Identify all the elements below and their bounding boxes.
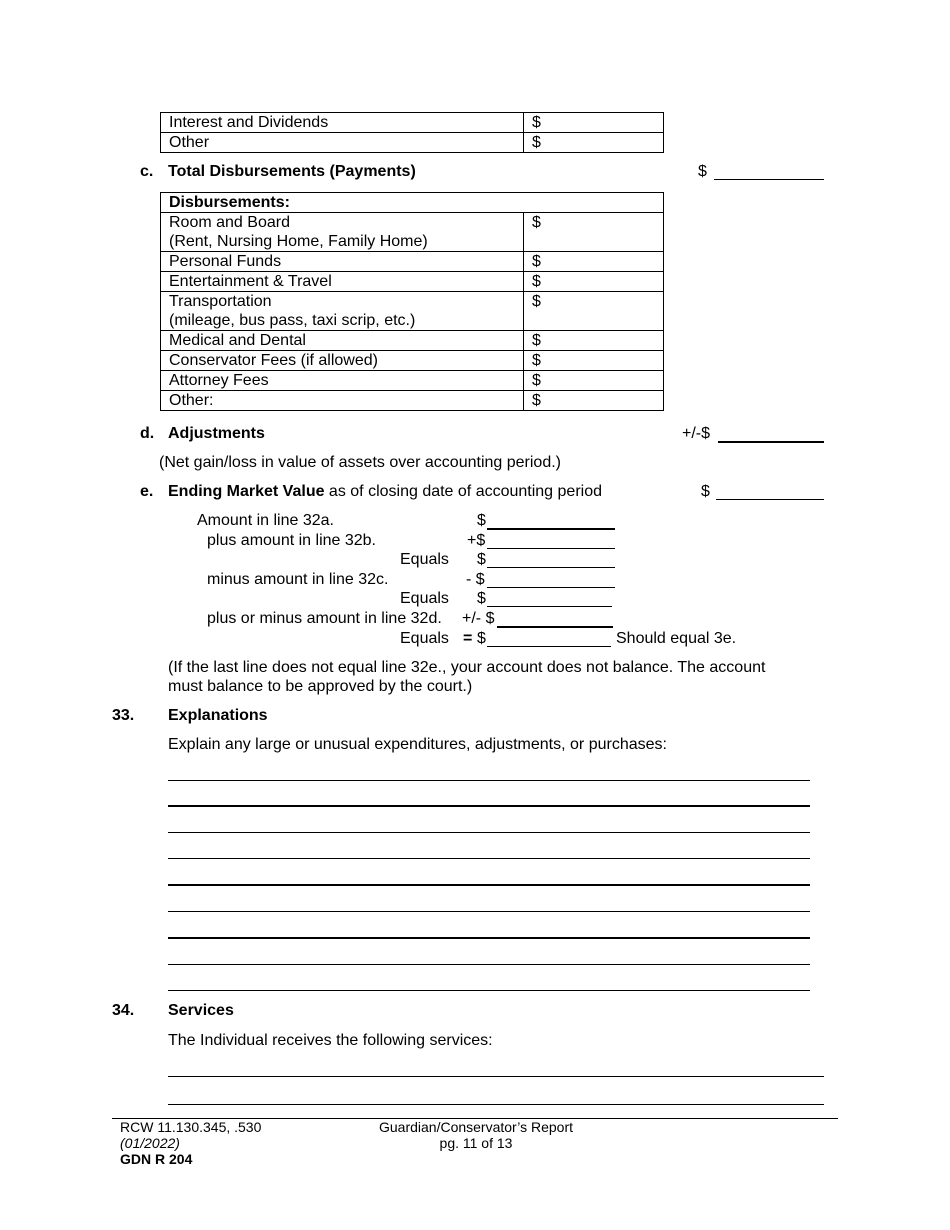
calc-subtotal-1-field[interactable] [487,567,615,568]
calc-line-32c-field[interactable] [487,587,615,588]
calc-equals-symbol: $ [477,590,486,607]
calc-final-field[interactable] [487,646,611,647]
calc-final-equals-sign: = [463,630,473,647]
row-label: Interest and Dividends [161,113,524,133]
services-line[interactable] [168,1076,824,1077]
section-34-prompt: The Individual receives the following services: [168,1032,493,1049]
row-label: Other [161,133,524,153]
row-label: Entertainment & Travel [161,272,524,292]
section-33-title: Explanations [168,707,268,724]
table-row [161,252,664,272]
row-label: Attorney Fees [161,371,524,391]
table-row [161,292,664,331]
section-c-title: Total Disbursements (Payments) [168,163,416,180]
section-e-currency: $ [701,483,710,500]
row-label-sub: (mileage, bus pass, taxi scrip, etc.) [169,312,416,329]
amount-field[interactable]: $ [524,391,664,411]
calc-line-32c-symbol: - $ [466,571,485,588]
amount-field[interactable]: $ [524,133,664,153]
row-label-sub: (Rent, Nursing Home, Family Home) [169,233,428,250]
total-disbursements-field[interactable] [714,179,824,180]
row-label [161,213,524,252]
footer-date: (01/2022) [120,1135,180,1151]
calc-equals-label: Equals [400,630,449,647]
calc-line-32b-symbol: +$ [467,532,486,549]
explanation-line[interactable] [168,937,810,939]
services-line[interactable] [168,1104,824,1105]
amount-field[interactable]: $ [524,292,664,331]
explanation-line[interactable] [168,805,810,807]
calc-line-32a-field[interactable] [487,528,615,530]
calc-line-32b-field[interactable] [487,548,615,549]
explanation-line[interactable] [168,911,810,912]
table-row [161,331,664,351]
calc-line-32d-field[interactable] [497,626,613,628]
explanation-line[interactable] [168,858,810,859]
balance-note-line-2: must balance to be approved by the court.) [168,678,473,695]
should-equal-note: Should equal 3e. [616,630,737,647]
amount-field[interactable]: $ [524,213,664,252]
calc-line-32a-label: Amount in line 32a. [197,512,334,529]
income-table [160,112,664,153]
disbursements-table [160,192,664,411]
table-header-row [161,193,664,213]
section-e-title: Ending Market Value [168,483,325,500]
table-row [161,391,664,411]
table-row [161,371,664,391]
amount-field[interactable]: $ [524,252,664,272]
amount-field[interactable]: $ [524,351,664,371]
disbursements-header: Disbursements: [161,193,664,213]
explanation-line[interactable] [168,832,810,833]
calc-line-32c-label: minus amount in line 32c. [207,571,389,588]
section-d-letter: d. [140,425,155,442]
section-34-title: Services [168,1002,234,1019]
row-label-main: Room and Board [169,214,290,231]
amount-field[interactable]: $ [524,371,664,391]
calc-line-32b-label: plus amount in line 32b. [207,532,376,549]
amount-field[interactable]: $ [524,331,664,351]
section-d-title: Adjustments [168,425,265,442]
calc-line-32d-label: plus or minus amount in line 32d. [207,610,442,627]
amount-field[interactable]: $ [524,272,664,292]
row-label [161,292,524,331]
section-c-currency: $ [698,163,707,180]
adjustments-field[interactable] [718,441,824,443]
table-row [161,133,664,153]
section-c-letter: c. [140,163,154,180]
calc-subtotal-2-field[interactable] [487,606,612,607]
footer-page-number: pg. 11 of 13 [439,1135,513,1151]
section-e-heading [168,483,602,501]
table-row [161,113,664,133]
explanation-line[interactable] [168,884,810,886]
explanation-line[interactable] [168,990,810,991]
row-label: Personal Funds [161,252,524,272]
ending-market-value-field[interactable] [716,499,824,500]
row-label: Medical and Dental [161,331,524,351]
calc-line-32d-symbol: +/- $ [462,610,495,627]
table-row [161,351,664,371]
calc-equals-label: Equals [400,551,449,568]
footer-rcw: RCW 11.130.345, .530 [120,1119,262,1135]
section-33-prompt: Explain any large or unusual expenditures, adjustments, or purchases: [168,736,667,753]
calc-equals-symbol: $ [477,551,486,568]
section-e-rest: as of closing date of accounting period [324,483,602,500]
row-label: Conservator Fees (if allowed) [161,351,524,371]
balance-note-line-1: (If the last line does not equal line 32e., your account does not balance. The account [168,659,766,676]
row-label-main: Transportation [169,293,272,310]
section-d-note: (Net gain/loss in value of assets over accounting period.) [159,454,561,471]
calc-line-32a-symbol: $ [477,512,486,529]
table-row [161,272,664,292]
section-33-number: 33. [112,707,135,724]
calc-final-symbol: $ [477,630,486,647]
section-e-letter: e. [140,483,154,500]
footer-report-title: Guardian/Conservator’s Report [378,1119,574,1135]
footer-form-id: GDN R 204 [120,1151,193,1167]
amount-field[interactable]: $ [524,113,664,133]
row-label: Other: [161,391,524,411]
calc-equals-label: Equals [400,590,449,607]
table-row [161,213,664,252]
section-d-currency: +/-$ [682,425,711,442]
explanation-line[interactable] [168,964,810,965]
explanation-line[interactable] [168,780,810,781]
section-34-number: 34. [112,1002,135,1019]
